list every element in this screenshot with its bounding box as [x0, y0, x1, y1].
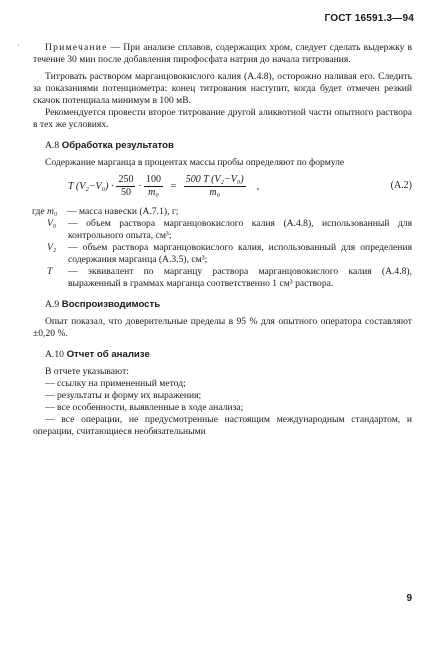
- standard-header: ГОСТ 16591.3—94: [324, 13, 414, 24]
- margin-mark: ·: [17, 41, 20, 50]
- formula-fraction-3: $\frac{\text{500 T (V₂−V₀)}}{\text{m₀}}$: [185, 174, 244, 198]
- section-a8-intro: Содержание марганца в процентах массы пробы определяют по формуле: [45, 157, 345, 168]
- definition-item: где m₀ — масса навески (А.7.1), г;: [32, 206, 179, 217]
- section-a9-number: А.9: [45, 299, 60, 310]
- titration-paragraph-2: Рекомендуется провести второе титрование другой аликвотной части опытного раствора в тех же условиях.: [33, 107, 412, 130]
- list-item: — результаты и форму их выражения;: [45, 390, 202, 401]
- report-requirements-list: [33, 366, 412, 438]
- list-item: — все операции, не предусмотренные настоящим международным стандартом, и операции, считающиеся необязательными: [33, 414, 412, 437]
- section-a8-title: Обработка результатов: [61, 140, 174, 151]
- page-content: [33, 42, 412, 438]
- list-intro: В отчете указывают:: [45, 366, 129, 377]
- note-label: Примечание: [45, 42, 108, 53]
- definition-item: V₂ — объем раствора марганцовокислого калия, использованный для определения содержания марганца (А.3.5), см³;: [47, 242, 412, 265]
- list-item: — все особенности, выявленные в ходе анализа;: [45, 402, 244, 413]
- definitions-list: [33, 206, 412, 290]
- section-a8-heading: [33, 140, 412, 152]
- section-a10-title: Отчет об анализе: [66, 349, 150, 360]
- section-a10-heading: [33, 349, 412, 361]
- formula-fraction-1: $\frac{250}{50}$: [118, 174, 134, 198]
- page-number: 9: [406, 593, 412, 604]
- note-text: — При анализе сплавов, содержащих хром, следует сделать выдержку в течение 30 мин после добавления пирофосфата натрия до начала титрования.: [33, 42, 412, 65]
- section-a10-number: А.10: [45, 349, 64, 360]
- section-a8-number: А.8: [45, 140, 60, 151]
- section-a9-title: Воспроизводимость: [61, 299, 161, 310]
- formula-fraction-2: $\frac{100}{\text{m₀}}$: [145, 174, 161, 198]
- definition-item: V₀ — объем раствора марганцовокислого калия (А.4.8), использованный для контрольного опыта, см³;: [47, 218, 412, 241]
- section-a9-heading: [33, 299, 412, 311]
- formula-a2: T (V₂−V₀) · $\frac{250}{50}$ · $\frac{100}{\text{m₀}}$ = $\frac{\text{500 T (V₂−V₀)}}{\text{m₀}}$ , (А.2): [68, 174, 412, 198]
- note-paragraph: [33, 42, 412, 66]
- formula-lhs: T (V₂−V₀) ·: [68, 180, 114, 192]
- section-a9-text: Опыт показал, что доверительные пределы в 95 % для опытного оператора составляют ±0,20 %.: [33, 316, 412, 339]
- titration-paragraph-1: Титровать раствором марганцовокислого калия (А.4.8), осторожно наливая его. Следить за показаниями потенциометра: конец титрования наступит, когда будет отмечен резкий скачок потенциала минимум в 100 мВ.: [33, 71, 412, 106]
- equation-number: (А.2): [390, 180, 412, 191]
- list-item: — ссылку на примененный метод;: [45, 378, 186, 389]
- definition-item: T — эквивалент по марганцу раствора марганцовокислого калия (А.4.8), выраженный в граммах марганца соответственно 1 см³ раствора.: [47, 266, 412, 289]
